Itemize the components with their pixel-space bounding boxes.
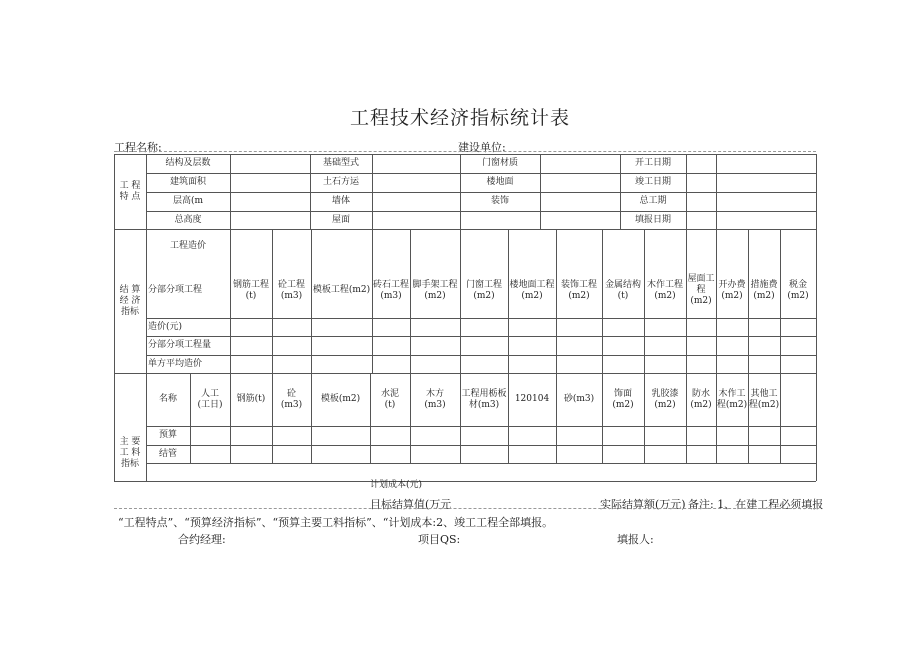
material-column-header: 模板(m2) bbox=[320, 394, 361, 404]
settlement-column-header: 砖石工程 (m3) bbox=[372, 279, 409, 301]
feature-field-label: 竣工日期 bbox=[634, 177, 671, 187]
feature-col-line bbox=[686, 154, 687, 229]
feature-col-line bbox=[230, 154, 231, 229]
feature-col-line bbox=[372, 154, 373, 229]
settlement-column-header: 屋面工 程 (m2) bbox=[687, 274, 715, 306]
material-column-header: 水泥 (t) bbox=[380, 388, 399, 410]
material-column-header: 工程用栃板 材(m3) bbox=[461, 388, 507, 410]
settlement-row-label: 造价(元) bbox=[148, 321, 183, 332]
feature-field-label: 总工期 bbox=[639, 196, 667, 206]
material-column-header: 木作工 程(m2) bbox=[716, 388, 748, 410]
material-column-header: 其他工 程(m2) bbox=[748, 388, 780, 410]
material-section-label: 主 要 工 料 指标 bbox=[119, 437, 141, 469]
feature-col-line bbox=[716, 154, 717, 229]
settlement-column-header: 脚手架工程 (m2) bbox=[412, 279, 458, 301]
build-unit-label: 建设单位: bbox=[458, 141, 506, 154]
material-column-header: 饰面 (m2) bbox=[612, 388, 634, 410]
feature-field-label: 屋面 bbox=[331, 214, 350, 225]
feature-field-label: 基础型式 bbox=[322, 158, 359, 168]
feature-col-line bbox=[540, 154, 541, 229]
material-name-header: 名称 bbox=[158, 394, 177, 404]
feature-field-label: 建筑面积 bbox=[169, 177, 206, 187]
remark-note-continued: “工程特点”、“预算经济指标”、“预算主要工料指标”、“计划成本:2、竣工工程全部填报。 bbox=[118, 516, 554, 529]
sub-project-label: 分部分项工程 bbox=[148, 285, 203, 295]
feature-field-label: 填报日期 bbox=[634, 214, 671, 225]
material-row-label: 预算 bbox=[158, 430, 177, 440]
material-column-header: 木方 (m3) bbox=[424, 388, 446, 410]
plan-cost-label: 计划成本(元) bbox=[369, 479, 423, 490]
project-cost-label: 工程造价 bbox=[169, 240, 206, 251]
feature-field-label bbox=[460, 211, 540, 229]
project-qs-label: 项目QS: bbox=[418, 533, 461, 546]
feature-section-label: 工 程 特 点 bbox=[119, 180, 141, 202]
feature-field-label: 层高(m bbox=[172, 196, 204, 206]
table-right-border bbox=[816, 154, 817, 481]
settlement-column-header: 税金 (m2) bbox=[787, 279, 809, 301]
settlement-column-header: 措施费 (m2) bbox=[750, 279, 778, 301]
material-column-header: 120104 bbox=[514, 394, 550, 404]
settlement-column-header: 开办费 (m2) bbox=[718, 279, 746, 301]
settlement-column-header: 楼地面工程 (m2) bbox=[509, 279, 555, 301]
material-row-line bbox=[146, 463, 816, 464]
project-name-label: 工程名称: bbox=[114, 141, 162, 154]
feature-field-label: 结构及层数 bbox=[165, 158, 211, 168]
feature-field-label: 总高度 bbox=[174, 214, 202, 225]
contract-manager-label: 合约经理: bbox=[178, 533, 226, 546]
feature-field-label: 门窗材质 bbox=[481, 158, 518, 168]
settlement-column-header: 装饰工程 (m2) bbox=[560, 279, 597, 301]
settlement-section-label: 结 算 经 济 指标 bbox=[119, 284, 141, 317]
settlement-column-header: 砼工程 (m3) bbox=[277, 279, 305, 301]
settlement-column-header: 模板工程(m2) bbox=[312, 285, 371, 295]
material-column-header: 砂(m3) bbox=[563, 394, 595, 404]
material-column-header: 人工 (工日) bbox=[197, 388, 223, 410]
settlement-row-label: 分部分项工程量 bbox=[148, 340, 212, 350]
material-column-header: 乳胶漆 (m2) bbox=[651, 388, 679, 410]
page-title: 工程技术经济指标统计表 bbox=[349, 107, 570, 129]
material-column-header: 钢筋(t) bbox=[236, 394, 266, 404]
feature-field-label: 楼地面 bbox=[486, 177, 514, 187]
remark-note: 备注: 1、在建工程必须填报 bbox=[688, 498, 824, 511]
target-settlement-label: 目标结算值(万元 bbox=[370, 498, 452, 511]
feature-field-label: 墙体 bbox=[331, 196, 350, 206]
feature-field-label: 装饰 bbox=[490, 196, 509, 206]
settlement-column-header: 门窗工程 (m2) bbox=[465, 279, 502, 301]
material-column-header: 砼 (m3) bbox=[280, 388, 303, 410]
material-row-label: 结管 bbox=[158, 448, 177, 459]
actual-settlement-label: 实际结算额(万元) bbox=[600, 498, 686, 511]
settlement-column-header: 金属结构 (t) bbox=[604, 279, 641, 301]
material-column-header: 防水 (m2) bbox=[690, 388, 712, 410]
settlement-row-label: 单方平均造价 bbox=[148, 358, 203, 369]
settlement-column-header: 钢筋工程 (t) bbox=[232, 279, 269, 301]
settlement-column-header: 木作工程 (m2) bbox=[646, 279, 683, 301]
feature-field-label: 开工日期 bbox=[634, 158, 671, 168]
header-rule bbox=[114, 151, 816, 152]
bottom-rule bbox=[114, 508, 816, 509]
feature-field-label: 土石方运 bbox=[322, 177, 359, 187]
reporter-label: 填报人: bbox=[617, 533, 654, 546]
material-col-line bbox=[780, 373, 781, 463]
